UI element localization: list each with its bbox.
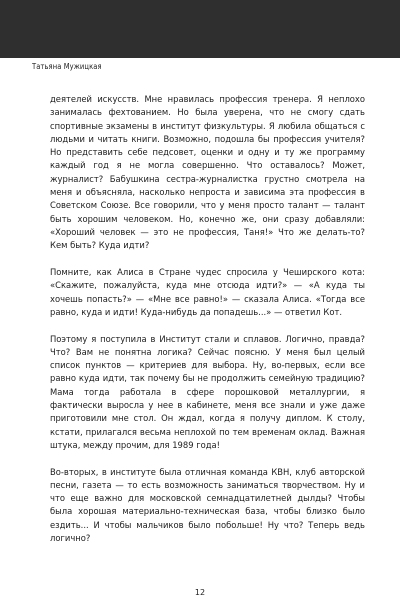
running-head-author: Татьяна Мужицкая (32, 62, 102, 71)
paragraph-1: деятелей искусств. Мне нравилась профессия тренера. Я неплохо занималась фехтованием. Но была уверена, что не смогу сдать спортивные экзамены в институт физкультуры. Я любила общаться с людьми и читать книги. Возможно, подошла бы профессия учителя? Но представить себе педсовет, оценки и одну и ту же программу каждый год я не могла совершенно. Что оставалось? Может, журналист? Бабушкина сестра-журналистка грустно смотрела на меня и объясняла, насколько непроста и зависима эта профессия в Советском Союзе. Все говорили, что у меня просто талант — талант быть хорошим человеком. Но, конечно же, они сразу добавляли: «Хороший человек — это не профессия, Таня!» Что же делать-то? Кем быть? Куда идти? (50, 94, 365, 251)
page-number: 12 (194, 588, 206, 597)
dark-top-band (0, 0, 400, 58)
book-page (0, 58, 400, 600)
paragraph-4: Во-вторых, в институте была отличная команда КВН, клуб авторской песни, газета — то есть возможность заниматься творчеством. Ну и что еще важно для московской семнадцатилетней дылды? Чтобы была хорошая материально-техническая база, чтобы близко было ездить... И чтобы мальчиков было побольше! Ну что? Теперь ведь логично? (50, 466, 365, 544)
paragraph-3: Поэтому я поступила в Институт стали и сплавов. Логично, правда? Что? Вам не понятна логика? Сейчас поясню. У меня был целый список пунктов — критериев для выбора. Ну, во-первых, если все равно куда идти, так почему бы не продолжить семейную традицию? Мама тогда работала в сфере порошковой металлургии, я фактически выросла у нее в кабинете, меня все знали и уже даже приготовили мне стол. Он ждал, когда я получу диплом. К столу, кстати, прилагался весьма неплохой по тем временам оклад. Важная штука, между прочим, для 1989 года! (50, 333, 365, 450)
body-text (50, 93, 365, 559)
paragraph-2: Помните, как Алиса в Стране чудес спросила у Чеширского кота: «Скажите, пожалуйста, куда мне отсюда идти?» — «А куда ты хочешь попасть?» — «Мне все равно!» — сказала Алиса. «Тогда все равно, куда и идти! Куда-нибудь да попадешь...» — ответил Кот. (50, 266, 365, 317)
